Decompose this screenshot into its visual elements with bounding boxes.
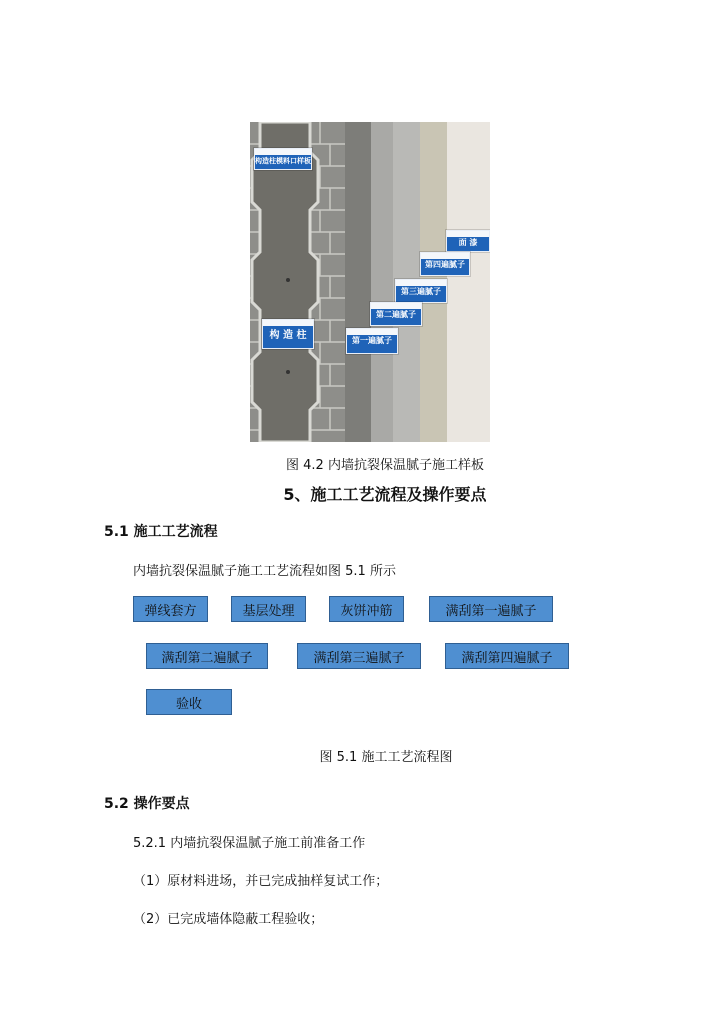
section-5-1-intro: 内墙抗裂保温腻子施工工艺流程如图 5.1 所示 bbox=[133, 564, 396, 579]
label-putty-2: 第二遍腻子 bbox=[370, 302, 422, 326]
label-putty-4: 第四遍腻子 bbox=[420, 252, 470, 276]
flow-step-1: 弹线套方 bbox=[133, 596, 208, 622]
figure-5-1-caption: 图 5.1 施工工艺流程图 bbox=[319, 750, 453, 765]
list-item: （1）原材料进场，并已完成抽样复试工作； bbox=[133, 874, 389, 889]
label-putty-3: 第三遍腻子 bbox=[395, 279, 447, 303]
putty-layer-1-strip bbox=[345, 122, 371, 442]
putty-layer-2-strip bbox=[371, 122, 393, 442]
flow-step-8: 验收 bbox=[146, 689, 232, 715]
flow-step-3: 灰饼冲筋 bbox=[329, 596, 404, 622]
section-5-2-title: 5.2 操作要点 bbox=[104, 796, 190, 812]
label-column-formwork: 构造柱模料口样板 bbox=[254, 148, 312, 170]
label-column: 构 造 柱 bbox=[262, 319, 314, 349]
flow-step-7: 满刮第四遍腻子 bbox=[445, 643, 569, 669]
list-item: （2）已完成墙体隐蔽工程验收； bbox=[133, 912, 324, 927]
finish-paint-strip bbox=[447, 122, 490, 442]
label-putty-1: 第一遍腻子 bbox=[346, 328, 398, 354]
section-5-title: 5、施工工艺流程及操作要点 bbox=[283, 485, 487, 504]
brick-wall-image bbox=[250, 122, 345, 442]
figure-4-2-caption: 图 4.2 内墙抗裂保温腻子施工样板 bbox=[286, 458, 484, 473]
flow-step-4: 满刮第一遍腻子 bbox=[429, 596, 553, 622]
label-finish-paint: 面 漆 bbox=[446, 230, 490, 252]
flow-step-5: 满刮第二遍腻子 bbox=[146, 643, 268, 669]
section-5-2-1-title: 5.2.1 内墙抗裂保温腻子施工前准备工作 bbox=[133, 836, 366, 851]
flow-step-6: 满刮第三遍腻子 bbox=[297, 643, 421, 669]
sample-board-photo bbox=[250, 122, 490, 442]
flow-step-2: 基层处理 bbox=[231, 596, 306, 622]
section-5-1-title: 5.1 施工工艺流程 bbox=[104, 524, 218, 540]
